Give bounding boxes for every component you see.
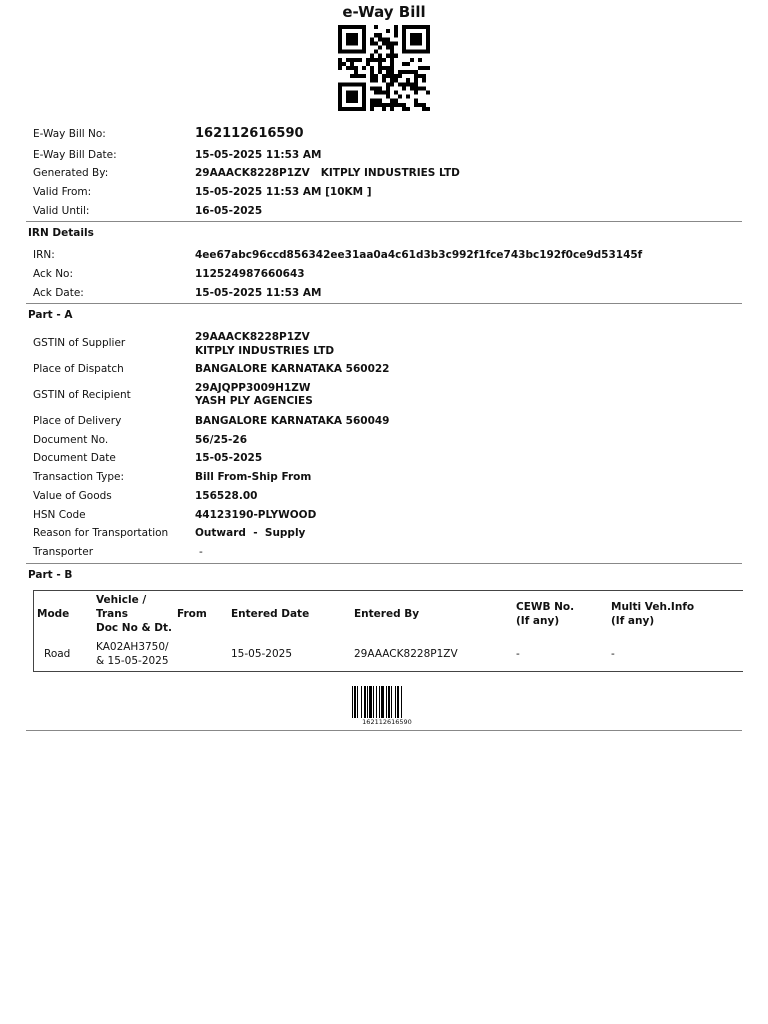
col-entered-date: Entered Date (231, 608, 310, 620)
cell-vehicle-line2: & 15-05-2025 (96, 655, 169, 667)
ack-date-value: 15-05-2025 11:53 AM (195, 287, 322, 299)
ewb-date-value: 15-05-2025 11:53 AM (195, 149, 322, 161)
divider (26, 221, 742, 222)
valid-from-value: 15-05-2025 11:53 AM [10KM ] (195, 186, 372, 198)
delivery-value: BANGALORE KARNATAKA 560049 (195, 415, 390, 427)
col-vehicle-line3: Doc No & Dt. (96, 622, 173, 634)
col-cewb-line1: CEWB No. (516, 601, 575, 613)
delivery-label: Place of Delivery (33, 415, 122, 427)
ewb-date-label: E-Way Bill Date: (33, 149, 117, 161)
reason-label: Reason for Transportation (33, 527, 169, 539)
value-of-goods: 156528.00 (195, 490, 258, 502)
qr-code (338, 25, 430, 111)
supplier-gstin: 29AAACK8228P1ZV (195, 331, 310, 343)
vehicle-table (33, 590, 743, 672)
supplier-label: GSTIN of Supplier (33, 337, 126, 349)
transporter-label: Transporter (33, 546, 94, 558)
col-multi-line2: (If any) (611, 615, 655, 627)
hsn-value: 44123190-PLYWOOD (195, 509, 317, 521)
doc-date-value: 15-05-2025 (195, 452, 263, 464)
valid-until-value: 16-05-2025 (195, 205, 263, 217)
col-vehicle-line1: Vehicle / (96, 594, 147, 606)
cell-entered-date: 15-05-2025 (231, 648, 293, 660)
page-title: e-Way Bill (342, 3, 426, 21)
txn-type-value: Bill From-Ship From (195, 471, 312, 483)
part-a-title: Part - A (28, 309, 73, 321)
ack-no-label: Ack No: (33, 268, 74, 280)
barcode-number: 162112616590 (362, 718, 412, 726)
dispatch-label: Place of Dispatch (33, 363, 124, 375)
barcode (352, 686, 422, 718)
col-cewb-line2: (If any) (516, 615, 560, 627)
divider (26, 303, 742, 304)
doc-no-label: Document No. (33, 434, 109, 446)
generated-by-label: Generated By: (33, 167, 109, 179)
doc-date-label: Document Date (33, 452, 116, 464)
ack-no-value: 112524987660643 (195, 268, 305, 280)
divider (26, 730, 742, 731)
recipient-label: GSTIN of Recipient (33, 389, 131, 401)
cell-cewb: - (516, 648, 520, 660)
cell-multi: - (611, 648, 615, 660)
cell-entered-by: 29AAACK8228P1ZV (354, 648, 458, 660)
doc-no-value: 56/25-26 (195, 434, 248, 446)
col-multi-line1: Multi Veh.Info (611, 601, 695, 613)
col-vehicle-line2: Trans (96, 608, 128, 620)
irn-section-title: IRN Details (28, 227, 94, 239)
generated-by-value: 29AAACK8228P1ZV KITPLY INDUSTRIES LTD (195, 167, 460, 179)
hsn-label: HSN Code (33, 509, 86, 521)
cell-vehicle-line1: KA02AH3750/ (96, 641, 169, 653)
col-from: From (177, 608, 207, 620)
dispatch-value: BANGALORE KARNATAKA 560022 (195, 363, 390, 375)
divider (26, 563, 742, 564)
reason-value: Outward - Supply (195, 527, 306, 539)
valid-from-label: Valid From: (33, 186, 92, 198)
transporter-value: - (199, 546, 203, 558)
valid-until-label: Valid Until: (33, 205, 90, 217)
ack-date-label: Ack Date: (33, 287, 84, 299)
irn-label: IRN: (33, 249, 55, 261)
value-label: Value of Goods (33, 490, 112, 502)
recipient-gstin: 29AJQPP3009H1ZW (195, 382, 311, 394)
recipient-name: YASH PLY AGENCIES (195, 395, 313, 407)
txn-type-label: Transaction Type: (33, 471, 125, 483)
ewb-no-value: 162112616590 (195, 126, 304, 141)
cell-mode: Road (44, 648, 71, 660)
ewb-no-label: E-Way Bill No: (33, 128, 106, 140)
col-mode: Mode (37, 608, 70, 620)
irn-value: 4ee67abc96ccd856342ee31aa0a4c61d3b3c992f1fce743bc192f0ce9d53145f (195, 249, 643, 261)
supplier-name: KITPLY INDUSTRIES LTD (195, 345, 335, 357)
part-b-title: Part - B (28, 569, 73, 581)
col-entered-by: Entered By (354, 608, 420, 620)
